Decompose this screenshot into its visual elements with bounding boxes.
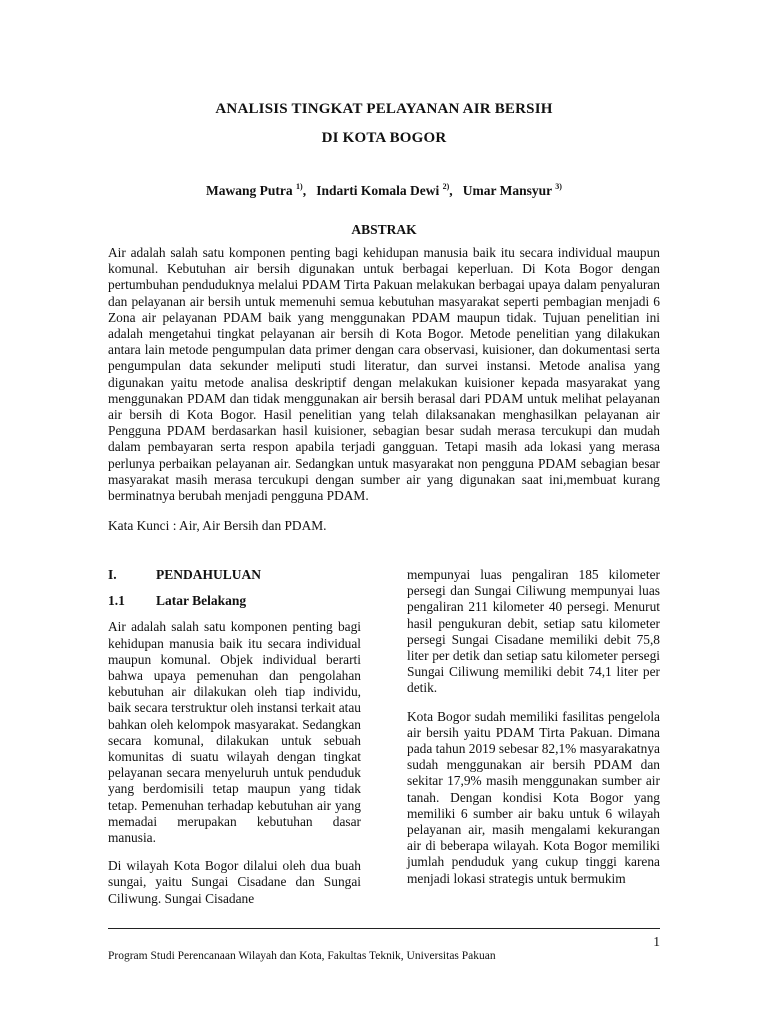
paper-title-line-2: DI KOTA BOGOR [321, 130, 447, 146]
abstract-body: Air adalah salah satu komponen penting bagi kehidupan manusia baik itu secara individual maupun komunal. Kebutuhan air bersih digunakan untuk berbagai keperluan. Di Kota Bogor dengan pertumbuhan penduduknya melalui PDAM Tirta Pakuan melakukan berbagai upaya dalam penyaluran dan pelayanan air bersih untuk memenuhi semua kebutuhan masyarakat seperti pembagian menjadi 6 Zona air pelayanan PDAM baik yang menggunakan PDAM maupun tidak. Tujuan penelitian ini adalah mengetahui tingkat pelayanan air bersih di Kota Bogor. Metode penelitian yang dilakukan antara lain metode pengumpulan data primer dengan cara observasi, kuisioner, dan dokumentasi serta pengumpulan data sekunder meliputi studi literatur, dan survei instansi. Metode analisa yang digunakan yaitu metode analisa deskriptif dengan melakukan kuisioner kepada masyarakat yang menggunakan PDAM dan tidak menggunakan air bersih berasal dari PDAM untuk melihat pelayanan air bersih di Kota Bogor. Hasil penelitian yang telah dilaksanakan menghasilkan pelayanan air Pengguna PDAM berdasarkan hasil kuisioner, sebagian besar sudah merasa tercukupi dan mudah dalam pembayaran serta respon apabila terjadi gangguan. Tetapi masih ada lokasi yang merasa perlunya perbaikan pelayanan air. Sedangkan untuk masyarakat non pengguna PDAM sebagian besar masyarakat masih merasa tercukupi dengan sumber air yang digunakan saat ini,membuat kurang berminatnya berubah menjadi pengguna PDAM. [108, 245, 660, 504]
author-name: Umar Mansyur [462, 183, 552, 198]
keywords: Kata Kunci : Air, Air Bersih dan PDAM. [108, 518, 327, 533]
body-paragraph: Kota Bogor sudah memiliki fasilitas pengelola air bersih yaitu PDAM Tirta Pakuan. Dimana pada tahun 2019 sebesar 82,1% masyarakatnya sudah menggunakan air bersih PDAM dan sekitar 17,9% masih menggunakan sumber air tanah. Dengan kondisi Kota Bogor yang memiliki 6 sumber air baku untuk 6 wilayah pelayanan air, masih mengalami kekurangan air di beberapa wilayah. Kota Bogor memiliki jumlah penduduk yang cukup tinggi karena menjadi lokasi strategis untuk bermukim [407, 708, 660, 886]
body-paragraph: Di wilayah Kota Bogor dilalui oleh dua buah sungai, yaitu Sungai Cisadane dan Sungai Ciliwung. Sungai Cisadane [108, 858, 361, 906]
left-column [108, 567, 361, 919]
right-column [407, 567, 660, 899]
author-name: Mawang Putra [206, 183, 293, 198]
section-number: I. [108, 567, 117, 582]
author-affiliation-mark: 2) [442, 182, 450, 191]
abstract-heading: ABSTRAK [351, 222, 417, 237]
page-number: 1 [653, 934, 660, 949]
footer-divider [108, 928, 660, 929]
section-title: PENDAHULUAN [156, 567, 262, 582]
subsection-heading [108, 593, 361, 609]
author-affiliation-mark: 3) [555, 182, 562, 191]
author-list [108, 182, 660, 199]
author-name: Indarti Komala Dewi [316, 183, 440, 198]
body-paragraph: Air adalah salah satu komponen penting bagi kehidupan manusia baik itu secara individual maupun komunal. Objek individual berarti bahwa upaya pemenuhan dan pengolahan kebutuhan air dilakukan oleh tiap individu, baik secara terstruktur oleh instansi terkait atau bahkan oleh kelompok masyarakat. Sedangkan secara komunal, dilakukan untuk sebuah komunitas di suatu wilayah dengan tingkat pelayanan secara menyeluruh untuk penduduk yang berdomisili tetap maupun yang tidak tetap. Pemenuhan terhadap kebutuhan air yang memadai merupakan kebutuhan dasar manusia. [108, 619, 361, 846]
body-paragraph: mempunyai luas pengaliran 185 kilometer persegi dan Sungai Ciliwung mempunyai luas pengaliran 211 kilometer 40 persegi. Menurut hasil pengukuran debit, setiap satu kilometer persegi Sungai Cisadane memiliki debit 75,8 liter per detik dan setiap satu kilometer persegi Sungai Ciliwung memiliki debit 74,1 liter per detik. [407, 567, 660, 696]
subsection-number: 1.1 [108, 593, 125, 609]
footer-institution: Program Studi Perencanaan Wilayah dan Kota, Fakultas Teknik, Universitas Pakuan [108, 950, 496, 962]
section-heading [108, 567, 361, 583]
subsection-title: Latar Belakang [156, 593, 247, 609]
author-separator: , [302, 183, 313, 198]
author-separator: , [449, 183, 460, 198]
paper-title-line-1: ANALISIS TINGKAT PELAYANAN AIR BERSIH [215, 101, 553, 117]
author-affiliation-mark: 1) [296, 182, 303, 191]
